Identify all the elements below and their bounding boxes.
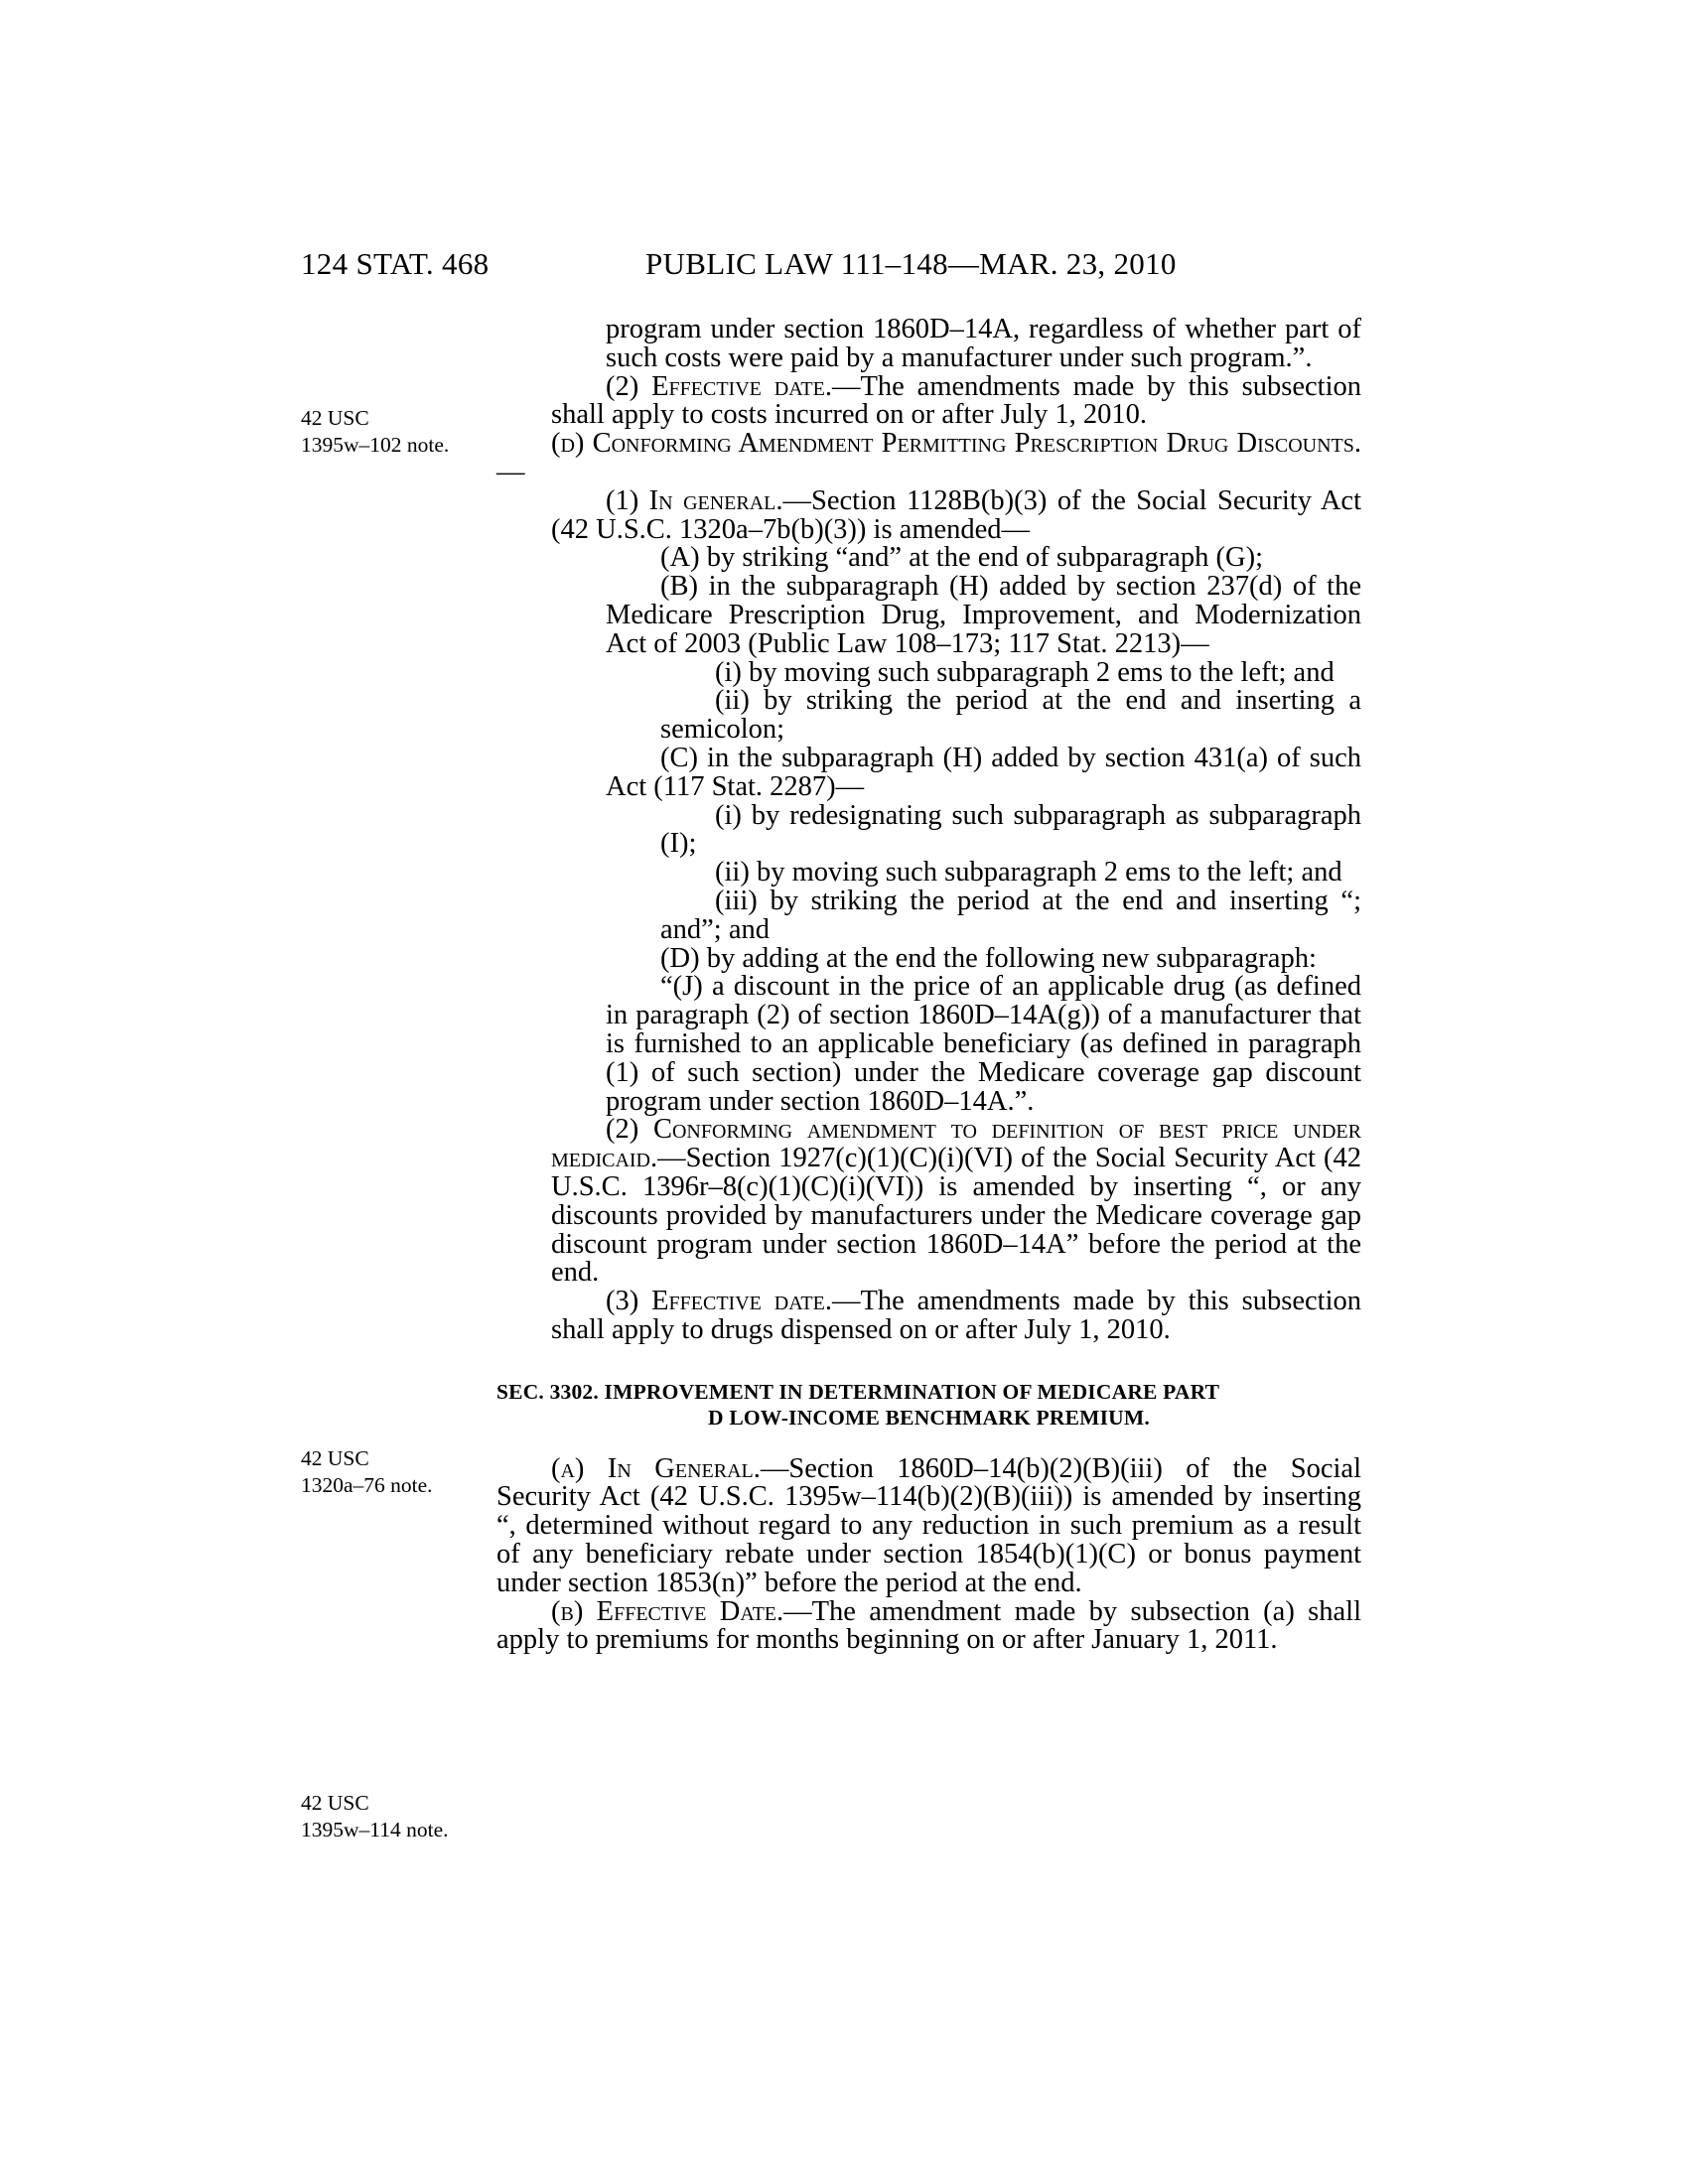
paragraph-label: (1) In general. xyxy=(606,484,783,516)
margin-note-line: 42 USC xyxy=(301,1791,369,1815)
margin-note-line: 42 USC xyxy=(301,1446,369,1470)
paragraph-section-a xyxy=(496,1452,1361,1598)
paragraph-quoted-j: “(J) a discount in the price of an applicable drug (as defined in paragraph (2) of section 1860D–14A(g)) of a manufacturer that is furnished to an applicable beneficiary (as defined in paragraph (1) of such section) under the Medicare coverage gap discount program under section 1860D–14A.”. xyxy=(606,971,1361,1117)
paragraph-text: —The amendments made by this subsection shall apply to costs incurred on or after July 1, 2010. xyxy=(551,370,1361,431)
paragraph-item-b-i: (i) by moving such subparagraph 2 ems to the left; and xyxy=(715,656,1335,688)
paragraph-label: (b) Effective Date. xyxy=(551,1595,784,1627)
paragraph-label: (2) Effective date. xyxy=(606,370,832,402)
margin-note-2 xyxy=(301,1445,433,1499)
paragraph-continuation: program under section 1860D–14A, regardless of whether part of such costs were paid by a manufacturer under such program.”. xyxy=(606,314,1361,373)
section-heading-line-2: D LOW-INCOME BENCHMARK PREMIUM. xyxy=(708,1405,1150,1430)
paragraph-conforming-amendment xyxy=(496,1116,1361,1288)
paragraph-label: (2) Conforming amendment to definition of best price under medicaid. xyxy=(551,1114,1361,1174)
paragraph-text: — xyxy=(496,456,525,487)
section-heading-line-1: SEC. 3302. IMPROVEMENT IN DETERMINATION OF MEDICARE PART xyxy=(496,1379,1220,1404)
paragraph-item-c-i: (i) by redesignating such subparagraph as subparagraph (I); xyxy=(660,799,1361,860)
statute-text xyxy=(496,316,1361,1655)
paragraph-text: —The amendments made by this subsection shall apply to drugs dispensed on or after July 1, 2010. xyxy=(551,1286,1361,1345)
paragraph-item-c-ii: (ii) by moving such subparagraph 2 ems to the left; and xyxy=(715,857,1342,888)
paragraph-subsection-d xyxy=(496,430,1361,487)
paragraph-text: —Section 1128B(b)(3) of the Social Security Act (42 U.S.C. 1320a–7b(b)(3)) is amended— xyxy=(551,484,1361,545)
page-header-title: PUBLIC LAW 111–148—MAR. 23, 2010 xyxy=(645,246,1177,281)
paragraph-label: (3) Effective date. xyxy=(606,1286,832,1317)
margin-note-line: 1395w–102 note. xyxy=(301,433,450,457)
margin-note-line: 1395w–114 note. xyxy=(301,1818,449,1842)
margin-note-line: 1320a–76 note. xyxy=(301,1473,433,1497)
paragraph-item-c: (C) in the subparagraph (H) added by section 431(a) of such Act (117 Stat. 2287)— xyxy=(606,742,1361,802)
paragraph-section-b xyxy=(496,1595,1361,1656)
section-heading xyxy=(496,1379,1361,1431)
paragraph-item-a: (A) by striking “and” at the end of subparagraph (G); xyxy=(660,542,1264,574)
paragraph-item-b: (B) in the subparagraph (H) added by section 237(d) of the Medicare Prescription Drug, Improvement, and Modernization Act of 2003 (Public Law 108–173; 117 Stat. 2213)— xyxy=(606,571,1361,659)
page-stat-number: 124 STAT. 468 xyxy=(301,246,490,281)
paragraph-text: —Section 1927(c)(1)(C)(i)(VI) of the Social Security Act (42 U.S.C. 1396r–8(c)(1)(C)(i)(VI)) is amended by inserting “, or any discounts provided by manufacturers under the Medicare coverage gap discount program under section 1860D–14A” before the period at the end. xyxy=(551,1143,1361,1289)
paragraph-effective-date-3 xyxy=(496,1288,1361,1345)
paragraph-in-general xyxy=(496,484,1361,545)
paragraph-effective-date-1 xyxy=(496,370,1361,431)
paragraph-text: —The amendment made by subsection (a) shall apply to premiums for months beginning on or after January 1, 2011. xyxy=(496,1595,1361,1656)
margin-note-1 xyxy=(301,405,449,459)
paragraph-text: —Section 1860D–14(b)(2)(B)(iii) of the Social Security Act (42 U.S.C. 1395w–114(b)(2)(B)(iii)) is amended by inserting “, determined without regard to any reduction in such premium as a result of any beneficiary rebate under section 1854(b)(1)(C) or bonus payment under section 1853(n)” before the period at the end. xyxy=(496,1452,1361,1598)
paragraph-item-b-ii: (ii) by striking the period at the end and inserting a semicolon; xyxy=(660,685,1361,746)
margin-note-line: 42 USC xyxy=(301,406,369,430)
paragraph-label: (d) Conforming Amendment Permitting Prescription Drug Discounts. xyxy=(551,428,1361,460)
paragraph-label: (a) In General. xyxy=(551,1452,761,1484)
paragraph-item-c-iii: (iii) by striking the period at the end and inserting “; and”; and xyxy=(660,885,1361,945)
margin-note-3 xyxy=(301,1790,449,1843)
paragraph-item-d: (D) by adding at the end the following new subparagraph: xyxy=(660,942,1317,974)
